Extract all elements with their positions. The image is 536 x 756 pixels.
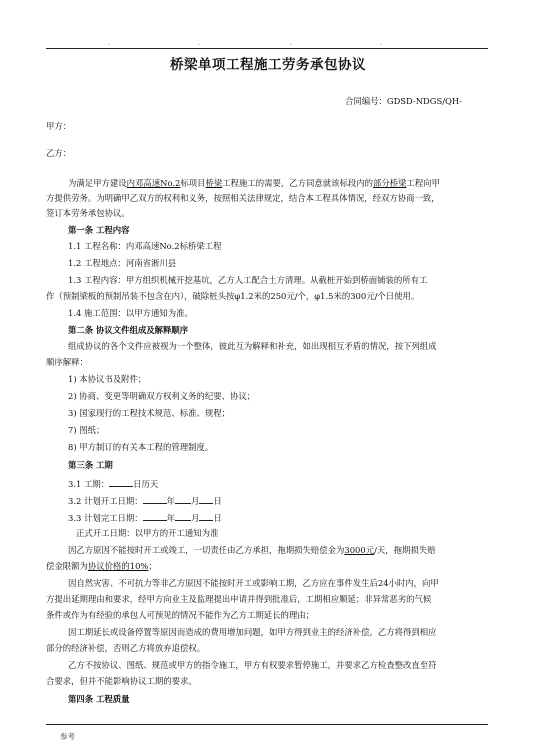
month-label: 月 bbox=[190, 496, 200, 506]
text: ； bbox=[148, 561, 157, 571]
text: 偿金限额为 bbox=[46, 561, 88, 571]
year-blank[interactable] bbox=[143, 494, 167, 504]
header-dot: . bbox=[108, 40, 110, 47]
month-blank[interactable] bbox=[175, 511, 191, 521]
party-b-label: 乙方： bbox=[46, 148, 72, 158]
year-blank[interactable] bbox=[143, 511, 167, 521]
force-majeure-line-2: 方提出延期理由和要求，经甲方向业主及监理提出申请并得到批准后，工期相应顺延；非异常恶劣的气候 bbox=[46, 594, 432, 604]
penalty-limit: 协议价格的10% bbox=[87, 561, 149, 571]
project-name: 内邓高速No.2 bbox=[126, 178, 181, 188]
year-label: 年 bbox=[166, 513, 175, 523]
document-title: 桥梁单项工程施工劳务承包协议 bbox=[170, 57, 366, 73]
intro-line-2: 方提供劳务。为明确甲乙双方的权利和义务，按照相关法律规定，结合本工程具体情况，经双方协商一致， bbox=[46, 193, 440, 203]
duration-unit: 日历天 bbox=[133, 479, 159, 489]
intro-line-1 bbox=[68, 178, 440, 189]
header-dot: . bbox=[290, 40, 292, 47]
article-2-heading: 第二条 协议文件组成及解释顺序 bbox=[68, 325, 189, 335]
start-date-label: 3.2 计划开工日期： bbox=[68, 496, 143, 506]
suspension-line-2: 合要求，但并不能影响协议工期的要求。 bbox=[46, 676, 197, 686]
scope: 部分桥梁 bbox=[372, 178, 407, 188]
intro-line-3: 签订本劳务承包协议。 bbox=[46, 208, 130, 218]
finish-date-line bbox=[68, 511, 222, 524]
contract-number: 合同编号：GDSD-NDGS/QH- bbox=[345, 96, 463, 106]
duration-blank[interactable] bbox=[109, 477, 133, 487]
formal-start-note: 正式开工日期：以甲方的开工通知为准 bbox=[76, 528, 219, 538]
year-label: 年 bbox=[166, 496, 175, 506]
month-label: 月 bbox=[190, 513, 200, 523]
article-1-item-cont: 作（预制梁板的预制吊装不包含在内），破除桩头按φ1.2米的250元/个，φ1.5米的300元/个日使用。 bbox=[46, 291, 420, 301]
article-2-paragraph: 组成协议的各个文件应被视为一个整体，彼此互为解释和补充，如出现相互矛盾的情况，按下列组成 bbox=[68, 341, 437, 351]
delay-penalty-amount: 3000元 bbox=[344, 545, 375, 555]
list-item: 8) 甲方制订的有关本工程的管理制度。 bbox=[68, 442, 214, 452]
article-1-heading: 第一条 工程内容 bbox=[68, 225, 130, 235]
text: 因乙方原因不能按时开工或竣工，一切责任由乙方承担，拖期损失赔偿金为 bbox=[68, 545, 345, 555]
text: 工程施工的需要，乙方同意就该标段内的 bbox=[222, 178, 373, 188]
article-1-item: 1.3 工程内容：甲方组织机械开挖基坑，乙方人工配合土方清理。从截桩开始到桥面铺装的所有工 bbox=[68, 275, 428, 285]
article-1-item: 1.4 施工范围：以甲方通知为准。 bbox=[68, 308, 193, 318]
month-blank[interactable] bbox=[175, 494, 191, 504]
list-item: 3) 国家现行的工程技术规范、标准、规程； bbox=[68, 408, 231, 418]
article-3-heading: 第三条 工期 bbox=[68, 460, 113, 470]
day-label: 日 bbox=[213, 513, 222, 523]
start-date-line bbox=[68, 494, 222, 507]
suspension-line-1: 乙方不按协议、图纸、规范或甲方的指令施工，甲方有权要求暂停施工，并要求乙方检查整改直至符 bbox=[68, 660, 437, 670]
list-item: 2) 协商、变更等明确双方权利义务的纪要、协议； bbox=[68, 391, 256, 401]
project-type: 桥梁 bbox=[205, 178, 223, 188]
footer-label: 参考 bbox=[60, 732, 75, 741]
article-2-paragraph-cont: 顺序解释： bbox=[46, 357, 88, 367]
text: 工程向甲 bbox=[406, 178, 440, 188]
duration-label: 3.1 工期： bbox=[68, 479, 110, 489]
duration-line bbox=[68, 477, 158, 490]
day-label: 日 bbox=[213, 496, 222, 506]
list-item: 7) 图纸； bbox=[68, 425, 105, 435]
force-majeure-line-3: 条件或作为有经验的承包人可预见的情况不能作为乙方工期延长的理由； bbox=[46, 610, 314, 620]
list-item: 1) 本协议书及附件； bbox=[68, 374, 147, 384]
delay-paragraph-line-1 bbox=[68, 545, 436, 556]
party-a-label: 甲方： bbox=[46, 121, 72, 131]
article-4-heading: 第四条 工程质量 bbox=[68, 694, 130, 704]
force-majeure-line-1: 因自然灾害、不可抗力等非乙方原因不能按时开工或影响工期，乙方应在事件发生后24小时内，向甲 bbox=[68, 578, 439, 588]
cost-increase-line-2: 部分的经济补偿，否则乙方将放弃追偿权。 bbox=[46, 643, 206, 653]
header-dot: . bbox=[380, 40, 382, 47]
text: 标项目 bbox=[180, 178, 206, 188]
finish-date-label: 3.3 计划完工日期： bbox=[68, 513, 143, 523]
header-rule bbox=[46, 48, 488, 49]
day-blank[interactable] bbox=[199, 511, 213, 521]
article-1-item: 1.1 工程名称：内邓高速No.2标桥梁工程 bbox=[68, 241, 222, 251]
text: /天，拖期损失赔 bbox=[374, 545, 436, 555]
cost-increase-line-1: 因工期延长或设备停置等原因而造成的费用增加问题，如甲方得到业主的经济补偿，乙方将得到相应 bbox=[68, 627, 437, 637]
delay-paragraph-line-2 bbox=[46, 561, 157, 572]
header-dot: . bbox=[198, 40, 200, 47]
day-blank[interactable] bbox=[199, 494, 213, 504]
text: 为满足甲方建设 bbox=[68, 178, 127, 188]
footer-rule bbox=[46, 724, 488, 725]
article-1-item: 1.2 工程地点：河南省淅川县 bbox=[68, 258, 177, 268]
